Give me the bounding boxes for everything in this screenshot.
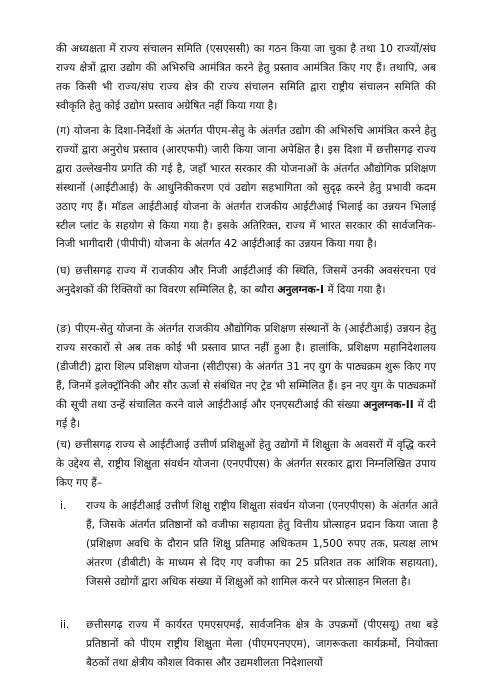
- list-marker-2: ii.: [60, 619, 70, 631]
- list-marker-1: i.: [60, 500, 67, 512]
- paragraph-cha: (च) छत्तीसगढ़ राज्य से आईटीआई उत्तीर्ण प्रशिक्षुओं हेतु उद्योगों में शिक्षुता के अवसरों में वृद्धि करने के उद्देश्य से, राष्ट्रीय शिक्षुता संवर्धन योजना (एनएपीएस) के अंतर्गत सरकार द्वारा निम्नलिखित उपाय किए गए हैं–: [56, 439, 436, 489]
- paragraph-gha-text: (घ) छत्तीसगढ़ राज्य में राजकीय और निजी आईटीआई की स्थिति, जिसमें उनकी अवसंरचना एवं अनुदेशकों की रिक्तियों का विवरण सम्मिलित है, का ब्यौरा: [56, 265, 436, 296]
- paragraph-gha-tail: में दिया गया है।: [323, 283, 386, 296]
- paragraph-intro: की अध्यक्षता में राज्य संचालन समिति (एसएससी) का गठन किया जा चुका है तथा 10 राज्यों/संघ राज्य क्षेत्रों द्वारा उद्योग की अभिरुचि आमंत्रित करने हेतु प्रस्ताव आमंत्रित किए गए हैं। तथापि, अब तक किसी भी राज्य/संघ राज्य क्षेत्र की राज्य संचालन समिति द्वारा राष्ट्रीय संचालन समिति की स्वीकृति हेतु कोई उद्योग प्रस्ताव अग्रेषित नहीं किया गया है।: [56, 43, 436, 112]
- paragraph-nga: [56, 320, 436, 433]
- list-item-1: राज्य के आईटीआई उत्तीर्ण शिक्षु राष्ट्रीय शिक्षुता संवर्धन योजना (एनएपीएस) के अंतर्गत आते हैं, जिसके अंतर्गत प्रतिष्ठानों को वजीफा सहायता हेतु वित्तीय प्रोत्साहन प्रदान किया जाता है (प्रशिक्षण अवधि के दौरान प्रति शिक्षु प्रतिमाह अधिकतम 1,500 रुपए तक, प्रत्यक्ष लाभ अंतरण (डीबीटी) के माध्यम से दिए गए वजीफा का 25 प्रतिशत तक आंशिक सहायता), जिससे उद्योगों द्वारा अधिक संख्या में शिक्षुओं को शामिल करने पर प्रोत्साहन मिलता है।: [86, 500, 438, 588]
- paragraph-gha: [56, 262, 436, 300]
- list-item-2: छत्तीसगढ़ राज्य में कार्यरत एमएसएमई, सार्वजनिक क्षेत्र के उपक्रमों (पीएसयू) तथा बड़े प्रतिष्ठानों को पीएम राष्ट्रीय शिक्षुता मेला (पीएमएनएएम), जागरूकता कार्यक्रमों, नियोक्ता बैठकों तथा क्षेत्रीय कौशल विकास और उद्यमशीलता निदेशालयों: [86, 619, 438, 669]
- paragraph-nga-tail: में दी गई है।: [56, 398, 436, 430]
- annexure-2-ref: अनुलग्नक-II: [363, 398, 414, 411]
- annexure-1-ref: अनुलग्नक-I: [277, 283, 324, 296]
- paragraph-nga-text: (ङ) पीएम-सेतु योजना के अंतर्गत राजकीय औद्योगिक प्रशिक्षण संस्थानों के (आईटीआई) उन्नयन हेतु राज्य सरकारों से अब तक कोई भी प्रस्ताव प्राप्त नहीं हुआ है। हालांकि, प्रशिक्षण महानिदेशालय (डीजीटी) द्वारा शिल्प प्रशिक्षण योजना (सीटीएस) के अंतर्गत 31 नए युग के पाठ्यक्रम शुरू किए गए हैं, जिनमें इलेक्ट्रॉनिकी और सौर ऊर्जा से संबंधित नए ट्रेड भी सम्मिलित हैं। इन नए युग के पाठ्यक्रमों की सूची तथा उन्हें संचालित करने वाले आईटीआई और एनएसटीआई की संख्या: [56, 323, 436, 411]
- paragraph-ga: (ग) योजना के दिशा-निर्देशों के अंतर्गत पीएम-सेतु के अंतर्गत उद्योग की अभिरुचि आमंत्रित करने हेतु राज्यों द्वारा अनुरोध प्रस्ताव (आरएफपी) जारी किया जाना अपेक्षित है। इस दिशा में छत्तीसगढ़ राज्य द्वारा उल्लेखनीय प्रगति की गई है, जहाँ भारत सरकार की योजनाओं के अंतर्गत औद्योगिक प्रशिक्षण संस्थानों (आईटीआई) के आधुनिकीकरण एवं उद्योग सहभागिता को सुदृढ़ करने हेतु प्रभावी कदम उठाए गए हैं। मॉडल आईटीआई योजना के अंतर्गत राजकीय आईटीआई भिलाई का उन्नयन भिलाई स्टील प्लांट के सहयोग से किया गया है। इसके अतिरिक्त, राज्य में भारत सरकार की सार्वजनिक-निजी भागीदारी (पीपीपी) योजना के अंतर्गत 42 आईटीआई का उन्नयन किया गया है।: [56, 125, 436, 251]
